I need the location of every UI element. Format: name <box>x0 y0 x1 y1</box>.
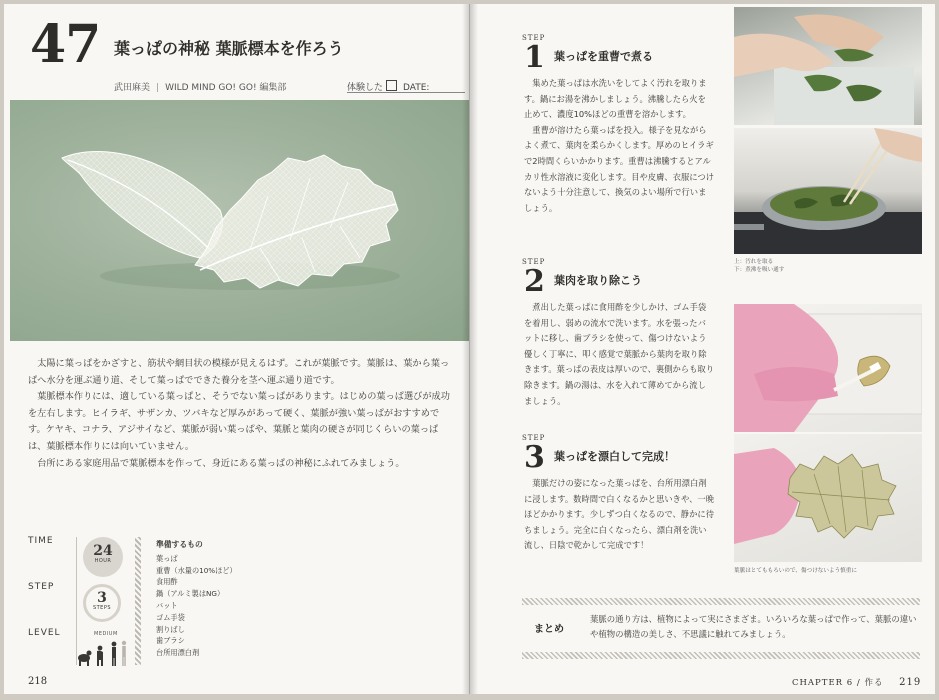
step-number: 2 <box>524 264 545 299</box>
step-unit: STEPS <box>92 605 112 611</box>
step-1-header <box>522 34 653 75</box>
step-label: STEP <box>522 434 546 442</box>
intro-paragraph: 太陽に葉っぱをかざすと、筋状や網目状の模様が見えるはず。これが葉脈です。葉脈は、葉から葉っぱへ水分を運ぶ通り道、そして葉っぱでできた養分を茎へ運ぶ通り道です。 <box>28 358 450 386</box>
step-value: 3 <box>97 590 107 606</box>
supply-item: 葉っぱ <box>156 553 178 563</box>
date-label: DATE: <box>403 83 430 93</box>
level-label: LEVEL <box>28 628 61 638</box>
chapter-label: CHAPTER 6 <box>792 678 854 688</box>
step-paragraph: 重曹が溶けたら葉っぱを投入。様子を見ながらよく煮て、葉肉を柔らかくします。厚めのヒイラギで2時間くらいかかります。重曹は沸騰するとアルカリ性水溶液に変化します。目や皮膚、衣服につけないよう十分注意して、換気のよい場所で行いましょう。 <box>524 124 715 213</box>
time-badge <box>83 537 123 577</box>
book-gutter-shadow <box>462 4 478 694</box>
date-underline <box>347 92 465 93</box>
step-paragraph: 煮出した葉っぱに食用酢を少しかけ、ゴム手袋を着用し、弱めの流水で洗います。水を張ったバットに移し、歯ブラシを使って、傷つけないよう優しく丁寧に、叩く感覚で葉脈から葉肉を取り除きます。葉っぱの表皮は厚いので、裏側からも取り除きます。鍋の湯は、水を入れて薄めてから流しましょう。 <box>524 302 715 406</box>
summary-band-bottom <box>522 652 920 659</box>
boiling-pot-illustration <box>734 128 922 254</box>
chapter-separator: / <box>856 678 861 688</box>
supply-item: 鍋（アルミ製はNG） <box>156 589 225 599</box>
left-page <box>4 4 469 694</box>
step-label: STEP <box>522 34 546 42</box>
finished-skeleton-illustration <box>734 434 922 562</box>
tried-checkbox[interactable] <box>386 80 397 91</box>
intro-paragraph: 台所にある家庭用品で葉脈標本を作って、身近にある葉っぱの神秘にふれてみましょう。 <box>37 457 405 469</box>
supply-item: ゴム手袋 <box>156 612 185 622</box>
photo-boiling-leaves <box>734 128 922 254</box>
page-title: 葉っぱの神秘 葉脈標本を作ろう <box>114 39 344 58</box>
step-2-header <box>522 258 642 299</box>
hero-photo-leaf-skeletons <box>10 100 469 341</box>
supplies-list <box>156 539 237 659</box>
time-unit: HOUR <box>94 558 112 564</box>
intro-text <box>28 356 453 472</box>
step-title: 葉肉を取り除こう <box>554 274 642 287</box>
step-paragraph: 集めた葉っぱは水洗いをしてよく汚れを取ります。鍋にお湯を沸かしましょう。沸騰したら火を止めて、濃度10%ほどの重曹を溶かします。 <box>524 78 707 120</box>
caption-step-1 <box>734 258 784 274</box>
step-3-body <box>524 476 714 554</box>
photo-finished-skeleton <box>734 434 922 562</box>
supply-item: 台所用漂白剤 <box>156 648 200 658</box>
step-3-header <box>522 434 675 475</box>
author-name: 武田麻美 <box>114 83 151 93</box>
right-page <box>470 4 935 694</box>
intro-paragraph: 葉脈標本作りには、適している葉っぱと、そうでない葉っぱがあります。はじめの葉っぱ選びが成功を左右します。ヒイラギ、サザンカ、ツバキなど厚みがあって硬く、葉脈が強い葉っぱがおすすめです。ケヤキ、コナラ、アジサイなど、葉脈が弱い葉っぱや、葉脈と葉肉の硬さが同じくらいの葉っぱは、葉脈標本作りには向いていません。 <box>28 391 450 452</box>
author-org: WILD MIND GO! GO! 編集部 <box>165 83 287 93</box>
step-1-body <box>524 76 714 216</box>
time-value: 24 <box>93 543 113 559</box>
level-value: MEDIUM <box>94 631 118 637</box>
caption-line: 下：煮沸を吸い通す <box>734 267 785 273</box>
evolution-level-icon <box>76 640 128 666</box>
leaf-skeleton-illustration <box>10 100 469 341</box>
step-label: STEP <box>522 258 546 266</box>
supply-item: 重曹（水量の10%ほど） <box>156 565 237 575</box>
chapter-footer <box>792 676 921 688</box>
photo-brushing-leaf <box>734 304 922 432</box>
supplies-heading: 準備するもの <box>156 540 203 549</box>
step-title: 葉っぱを重曹で煮る <box>554 50 653 63</box>
summary-text: 葉脈の通り方は、植物によって実にさまざま。いろいろな葉っぱで作って、葉脈の違いや植物の構造の美しさ、不思議に触れてみましょう。 <box>590 614 917 639</box>
step-label: STEP <box>28 582 55 592</box>
supply-item: バット <box>156 600 178 610</box>
step-title: 葉っぱを漂白して完成！ <box>554 450 675 463</box>
supply-item: 食用酢 <box>156 577 178 587</box>
step-number: 3 <box>524 440 545 475</box>
author-separator: | <box>156 83 160 93</box>
caption-step-3: 葉脈はとてももろいので、傷つけないよう慎重に <box>734 568 857 574</box>
page-number-right: 219 <box>899 677 922 688</box>
washing-illustration <box>734 7 922 125</box>
summary-band-top <box>522 598 920 605</box>
caption-line: 上：汚れを取る <box>734 259 774 265</box>
page-number-left: 218 <box>28 676 48 687</box>
supply-item: 歯ブラシ <box>156 636 185 646</box>
chapter-title: 作る <box>864 678 884 688</box>
tried-label: 体験した <box>347 83 384 93</box>
step-number: 1 <box>524 40 545 75</box>
entry-number: 47 <box>30 14 101 75</box>
step-paragraph: 葉脈だけの姿になった葉っぱを、台所用漂白剤に浸します。数時間で白くなるかと思いきや、一晩ほどかかります。少しずつ白くなるので、静かに待ちましょう。完全に白くなったら、漂白剤を洗い流し、日陰で乾かして完成です！ <box>524 478 715 551</box>
supply-item: 割りばし <box>156 624 185 634</box>
author-line <box>114 80 286 93</box>
brushing-illustration <box>734 304 922 432</box>
step-badge <box>83 584 121 622</box>
photo-washing-leaves <box>734 7 922 125</box>
time-label: TIME <box>28 536 54 546</box>
supplies-divider <box>135 537 141 665</box>
summary-label: まとめ <box>534 624 564 635</box>
step-2-body <box>524 300 714 409</box>
